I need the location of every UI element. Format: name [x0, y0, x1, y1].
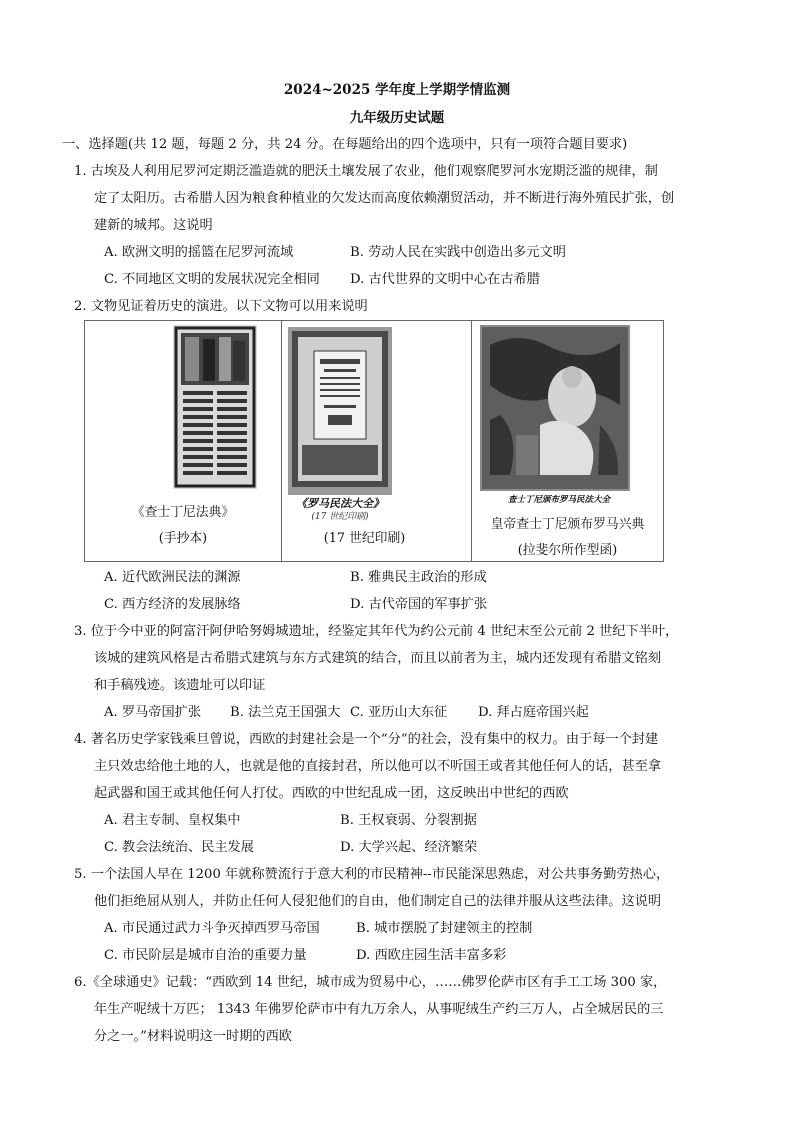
q3-option-d: D. 拜占庭帝国兴起: [478, 705, 589, 720]
q1-line: 建新的城邦。这说明: [94, 218, 213, 233]
image-sublabel: (17 世纪印刷): [311, 512, 369, 522]
figure-cell: [85, 321, 281, 561]
printed-book-image: [288, 327, 392, 522]
q5-option-d: D. 西欧庄园生活丰富多彩: [356, 948, 507, 963]
q5-option-c: C. 市民阶层是城市自治的重要力量: [104, 948, 307, 963]
figure-cell: [471, 321, 663, 561]
q2-line: 2. 文物见证着历史的演进。以下文物可以用来说明: [74, 299, 368, 314]
q4-option-b: B. 王权衰弱、分裂割据: [340, 813, 477, 828]
q2-option-c: C. 西方经济的发展脉络: [104, 597, 241, 612]
q4-option-c: C. 教会法统治、民主发展: [104, 840, 254, 855]
q1-line: 定了太阳历。古希腊人因为粮食种植业的欠发达而高度依赖潮贸活动，并不断进行海外殖民扩张，创: [94, 191, 675, 206]
q1-option-b: B. 劳动人民在实践中创造出多元文明: [350, 245, 566, 260]
q4-line: 主只效忠给他土地的人，也就是他的直接封君，所以他可以不听国王或者其他任何人的话，甚至拿: [94, 759, 662, 774]
q3-line: 该城的建筑风格是古希腊式建筑与东方式建筑的结合，而且以前者为主，城内还发现有希腊文铭刻: [94, 651, 662, 666]
figure-caption: 《查士丁尼法典》: [131, 505, 235, 520]
image-label: 查士丁尼颁布罗马民法大全: [507, 495, 610, 505]
figure-caption: (拉斐尔所作型函): [517, 543, 618, 558]
q2-figure-table: [84, 320, 664, 562]
exam-title: 2024~2025 学年度上学期学情监测: [283, 82, 511, 98]
painting-image: [480, 325, 630, 491]
q2-option-a: A. 近代欧洲民法的渊源: [104, 570, 241, 585]
image-label: 《罗马民法大全》: [296, 497, 384, 510]
exam-subtitle: 九年级历史试题: [349, 110, 445, 126]
q5-line: 5. 一个法国人早在 1200 年就称赞流行于意大利的市民精神--市民能深思熟虑，对公共事务勤劳热心，: [74, 867, 670, 882]
q3-option-c: C. 亚历山大东征: [350, 705, 448, 720]
q1-option-c: C. 不同地区文明的发展状况完全相同: [104, 272, 320, 287]
q6-line: 年生产呢绒十万匹； 1343 年佛罗伦萨市中有九万余人，从事呢绒生产约三万人，占全城居民的三: [94, 1002, 664, 1017]
q5-line: 他们拒绝屈从别人，并防止任何人侵犯他们的自由，他们制定自己的法律并服从这些法律。这说明: [94, 894, 662, 909]
q6-line: 6.《全球通史》记载：“西欧到 14 世纪，城市成为贸易中心，……佛罗伦萨市区有手工工场 300 家，: [74, 975, 667, 990]
q3-option-a: A. 罗马帝国扩张: [104, 705, 202, 720]
q4-line: 起武器和国王或其他任何人打仗。西欧的中世纪乱成一团，这反映出中世纪的西欧: [94, 786, 569, 801]
q1-option-d: D. 古代世界的文明中心在古希腊: [350, 272, 540, 287]
q4-option-d: D. 大学兴起、经济繁荣: [340, 840, 478, 855]
figure-caption: (17 世纪印刷): [323, 531, 406, 546]
figure-caption: (手抄本): [158, 531, 208, 546]
q5-option-b: B. 城市摆脱了封建领主的控制: [356, 921, 533, 936]
q4-option-a: A. 君主专制、皇权集中: [104, 813, 241, 828]
figure-cell: [281, 321, 471, 561]
manuscript-image: [173, 325, 257, 489]
q1-line: 1. 古埃及人利用尼罗河定期泛滥造就的肥沃土壤发展了农业，他们观察爬罗河水宠期泛滥的规律，制: [74, 164, 658, 179]
q1-option-a: A. 欧洲文明的摇篮在尼罗河流域: [104, 245, 294, 260]
q2-option-b: B. 雅典民主政治的形成: [350, 570, 487, 585]
q4-line: 4. 著名历史学家钱乘旦曾说，西欧的封建社会是一个“分”的社会，没有集中的权力。由于每一个封建: [74, 732, 659, 747]
q3-line: 3. 位于今中亚的阿富汗阿伊哈努姆城遗址，经鉴定其年代为约公元前 4 世纪末至公元前 2 世纪下半叶，: [74, 624, 679, 639]
q6-line: 分之一。”材料说明这一时期的西欧: [94, 1029, 292, 1044]
q3-line: 和手稿残迹。该遗址可以印证: [94, 678, 266, 693]
figure-caption: 皇帝查士丁尼颁布罗马兴典: [490, 517, 645, 532]
q2-option-d: D. 古代帝国的军事扩张: [350, 597, 488, 612]
q5-option-a: A. 市民通过武力斗争灭掉西罗马帝国: [104, 921, 320, 936]
q3-option-b: B. 法兰克王国强大: [230, 705, 341, 720]
section-heading: 一、选择题(共 12 题，每题 2 分，共 24 分。在每题给出的四个选项中，只有一项符合题目要求): [62, 137, 628, 152]
